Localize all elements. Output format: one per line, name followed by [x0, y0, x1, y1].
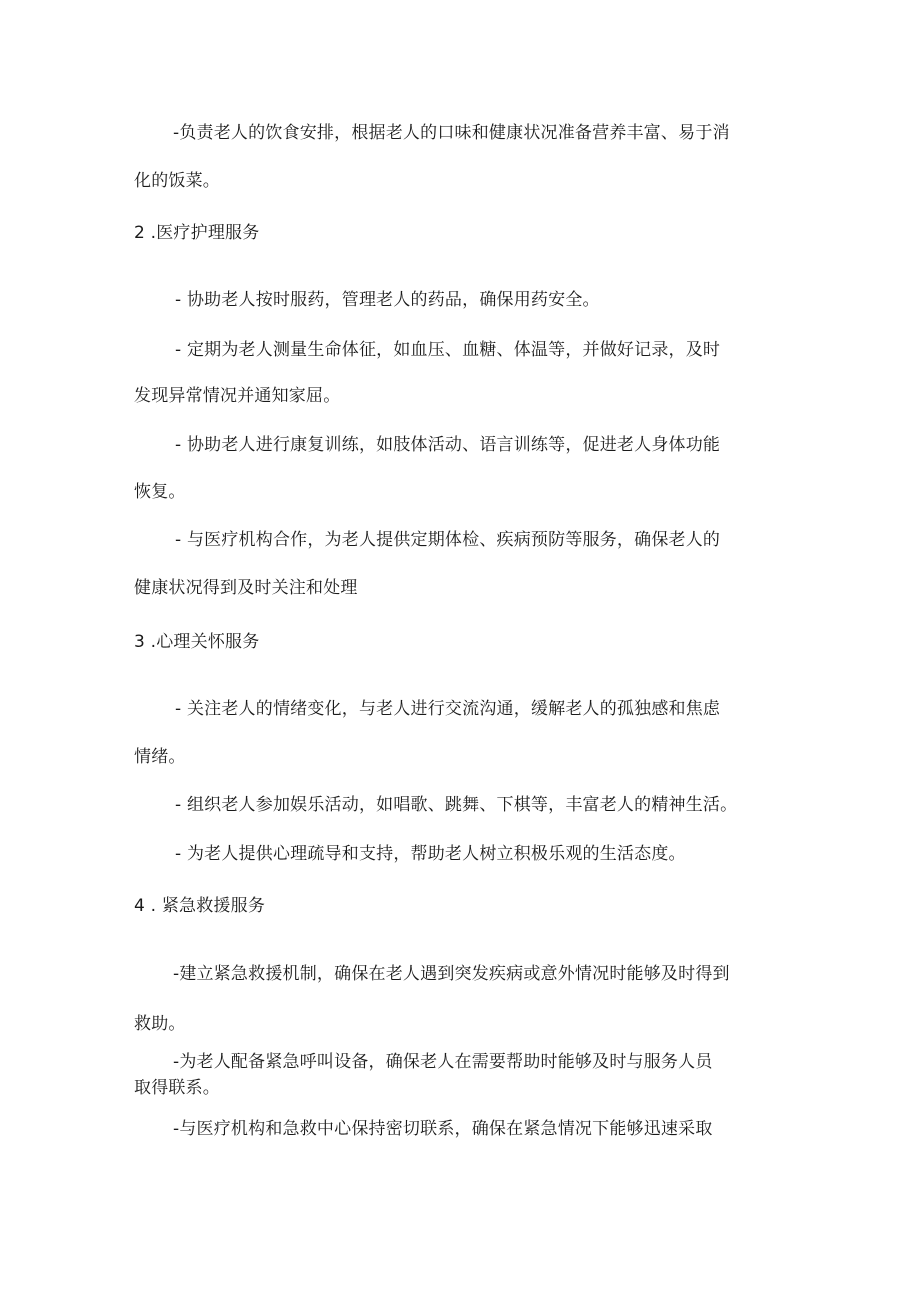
section-heading: 4 . 紧急救援服务	[134, 896, 266, 916]
paragraph-line: 发现异常情况并通知家屈。	[134, 386, 341, 406]
paragraph-line: - 与医疗机构合作，为老人提供定期体检、疾病预防等服务，确保老人的	[175, 530, 721, 550]
paragraph-line: 健康状况得到及时关注和处理	[134, 578, 358, 598]
paragraph-line: - 组织老人参加娱乐活动，如唱歌、跳舞、下棋等，丰富老人的精神生活。	[175, 795, 738, 815]
paragraph-line: - 关注老人的情绪变化，与老人进行交流沟通，缓解老人的孤独感和焦虑	[175, 699, 721, 719]
section-heading: 3 .心理关怀服务	[134, 632, 260, 652]
paragraph-line: 情绪。	[134, 747, 186, 767]
paragraph-line: - 协助老人进行康复训练，如肢体活动、语言训练等，促进老人身体功能	[175, 435, 721, 455]
paragraph-line: 取得联系。	[134, 1078, 220, 1098]
paragraph-line: - 为老人提供心理疏导和支持，帮助老人树立积极乐观的生活态度。	[175, 844, 686, 864]
paragraph-line: - 定期为老人测量生命体征，如血压、血糖、体温等，并做好记录，及时	[175, 340, 721, 360]
paragraph-line: 化的饭菜。	[134, 171, 220, 191]
paragraph-line: 恢复。	[134, 482, 186, 502]
paragraph-line: -建立紧急救援机制，确保在老人遇到突发疾病或意外情况时能够及时得到	[173, 964, 730, 984]
paragraph-line: -为老人配备紧急呼叫设备，确保老人在需要帮助时能够及时与服务人员	[173, 1052, 713, 1072]
paragraph-line: -与医疗机构和急救中心保持密切联系，确保在紧急情况下能够迅速采取	[173, 1119, 713, 1139]
section-heading: 2 .医疗护理服务	[134, 223, 260, 243]
paragraph-line: - 协助老人按时服药，管理老人的药品，确保用药安全。	[175, 290, 600, 310]
paragraph-line: 救助。	[134, 1014, 186, 1034]
paragraph-line: -负责老人的饮食安排，根据老人的口味和健康状况准备营养丰富、易于消	[173, 123, 730, 143]
